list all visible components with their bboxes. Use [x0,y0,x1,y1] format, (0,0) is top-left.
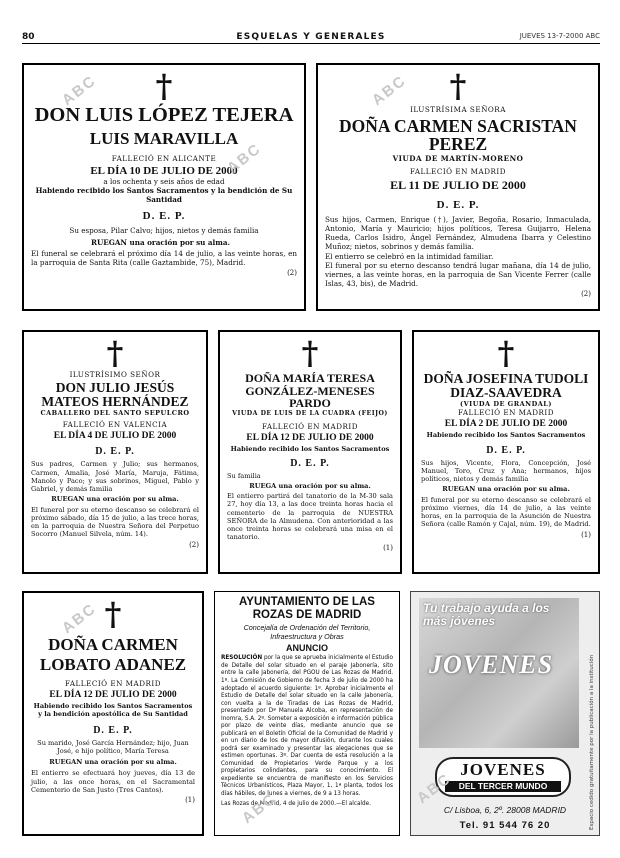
ad-tagline: Tu trabajo ayuda a los más jóvenes [423,601,550,629]
ad-phone: Tel. 91 544 76 20 [459,820,551,831]
funeral-text: El funeral por su eterno descanso tendrá lugar mañana, día 14 de julio, viernes, a las veinte horas, en la parroquia de San Vicente Ferrer (calle Islas, 43, bis), de Madrid. [325,260,591,288]
death-place: FALLECIÓ EN MADRID [409,166,506,176]
sacraments-line: Habiendo recibido los Santos Sacramentos y la bendición apostólica de Su Santidad [33,702,193,719]
obituary-carmen-lobato [22,591,204,836]
ad-side-note: Espacio cedido gratuitamente por la publicación a la institución [589,654,595,830]
abc-watermark: ABC [58,71,100,110]
family-line: Su familia [227,471,261,480]
notice-code: (2) [581,289,591,298]
family-text: Sus hijos, Carmen, Enrique (†), Javier, Begoña, Rosario, Inmaculada, Antonio, María y Mauricio; hijos políticos, Teresa Guijarro, Helena Rueda, Carlos Isidro, Ángel Fernández, Almudena Ibarra y Celestino Muñoz; nietos, sobrinos y demás familia. [325,214,591,251]
order-title: CABALLERO DEL SANTO SEPULCRO [40,409,190,418]
cross-icon: † [497,334,515,372]
deceased-name: DOÑA CARMEN LOBATO ADANEZ [39,635,187,674]
funeral-text: El funeral por su eterno descanso se celebrará el próximo viernes, día 14 de julio, a las veinte horas, en la parroquia de la Asunción de Nuestra Señora (calle Ramón y Cajal, núm. 19), de Madrid. [421,495,591,529]
ruegan-line: RUEGAN una oración por su alma. [51,495,179,504]
funeral-text: El entierro partirá del tanatorio de la M-30 sala 27, hoy día 13, a las doce treinta horas hacia el cementerio de la parroquia de NUESTRA SEÑORA de la Almudena. Con anterioridad a las once treinta horas se celebrará una misa en el tanatorio. [227,492,393,542]
family-text: Su marido, José García Hernández; hijo, Juan José, e hijo político, María Teresa [37,738,189,755]
cross-icon: † [155,67,173,105]
ad-address: C/ Lisboa, 6, 2º. 28008 MADRID [443,805,567,815]
announcement-label: ANUNCIO [286,643,328,654]
sacraments-line: Habiendo recibido los Santos Sacramentos [230,444,390,453]
announcement-title: AYUNTAMIENTO DE LAS ROZAS DE MADRID [239,596,375,622]
deceased-name: DON JULIO JESÚS MATEOS HERNÁNDEZ [41,380,189,410]
municipal-announcement [214,591,400,836]
cross-icon: † [106,334,124,372]
resolution-text: por la que se aprueba inicialmente el Estudio de Detalle del solar situado en el paraje Jabonería, sito entre la calle Jabonería, del PGOU de Las Rozas de Madrid. 1º. La Comisión de Gobierno de fecha 3 de julio de 2000 ha adoptado el acuerdo siguiente: 1º. Aprobar inicialmente el Estudio de Detalle del solar situado en la calle Jabonería, con vuelta a la de Tiradas de Las Rozas de Madrid, presentado por Dª Manuela Alcoba, en representación de Inomra, S.A. 2º. Someter a exposición e información pública por plazo de veinte días, mediante anuncio que se publicará en el Boletín Oficial de la Comunidad de Madrid y en un diario de los de mayor difusión, durante los cuales podrá ser examinado y presentar las alegaciones que se estimen oportunas. 3º. Dar cuenta de esta resolución a la Comunidad de Propietarios Verde Parque y a los propietarios colindantes, para su conocimiento. El expediente se encuentra de manifiesto en los Servicios Técnicos Urbanísticos, Plaza Mayor, 1, 1ª planta, todos los días hábiles, de lunes a viernes, de 9 a 13 horas. [221,655,393,797]
burial-text: El entierro se efectuará hoy jueves, día 13 de julio, a las once horas, en el Sacramental Cementerio de San Justo (Tres Cantos). [31,769,195,794]
obituary-josefina-tudoli [412,330,600,574]
announcement-signature: Las Rozas de Madrid, 4 de julio de 2000.—El alcalde. [221,801,371,808]
notice-code: (1) [185,795,195,804]
honorific-title: ILUSTRÍSIMA SEÑORA [410,105,506,114]
ruegan-line: RUEGAN una oración por su alma. [49,758,177,767]
obituary-carmen-sacristan [316,63,600,311]
dep-label: D. E. P. [95,446,135,458]
family-text: Sus padres, Carmen y Julio; sus hermanos, Carmen, Amalia, José María, Maruja, Fátima, Manolo y Paco; y sus sobrinos, Miguel, Pablo y Gabriel, y demás familia [31,460,199,494]
cross-icon: † [301,334,319,372]
death-date: EL DÍA 2 DE JULIO DE 2000 [444,419,568,430]
family-line: Su esposa, Pilar Calvo; hijos, nietos y demás familia [69,226,259,236]
abc-watermark: ABC [238,789,280,828]
ruegan-line: RUEGAN una oración por su alma. [91,238,231,248]
notice-code: (1) [383,543,393,552]
age-line: a los ochenta y seis años de edad [103,177,225,187]
death-date: EL DÍA 12 DE JULIO DE 2000 [49,690,177,701]
widow-of: VIUDA DE MARTÍN-MORENO [392,153,524,163]
obituary-julio-mateos [22,330,208,574]
death-place: FALLECIÓ EN VALENCIA [62,420,168,430]
death-date: EL 11 DE JULIO DE 2000 [390,177,526,192]
funeral-text: El funeral se celebrará el próximo día 14 de julio, a las veinte horas, en la parroquia de Santa Rita (calle Gaztambide, 75), Madrid. [31,249,297,268]
notice-code: (2) [287,269,297,278]
funeral-text: El funeral por su eterno descanso se celebrará el próximo sábado, día 15 de julio, a las trece horas, en la parroquia de Nuestra Señora del Perpetuo Socorro (Manuel Silvela, núm. 14). [31,505,199,539]
deceased-name: DON LUIS LÓPEZ TEJERA [34,104,294,126]
charity-ad [410,591,600,836]
deceased-name: DOÑA MARÍA TERESA GONZÁLEZ-MENESES PARDO [245,371,375,411]
resolution-label: RESOLUCIÓN [221,655,263,662]
widow-of: VIUDA DE LUIS DE LA CUADRA (FEIJO) [232,409,388,417]
department-name: Concejalía de Ordenación del Territorio, Infraestructura y Obras [243,623,371,642]
abc-watermark: ABC [223,139,265,178]
abc-watermark: ABC [58,599,100,638]
abc-watermark: ABC [413,769,455,808]
issue-date: JUEVES 13-7-2000 ABC [519,32,600,40]
notice-code: (2) [189,540,199,549]
dep-label: D. E. P. [486,444,526,456]
deceased-name: DOÑA JOSEFINA TUDOLI DIAZ-SAAVEDRA [423,371,589,401]
ad-logo [435,757,571,797]
dep-label: D. E. P. [93,724,133,736]
announcement-body [221,655,393,798]
death-date: EL DÍA 4 DE JULIO DE 2000 [53,431,177,442]
ad-brand: JOVENES [460,760,546,779]
ruegan-line: RUEGA una oración por su alma. [249,482,371,490]
dep-label: D. E. P. [436,198,480,211]
dep-label: D. E. P. [290,457,330,469]
death-place: FALLECIÓ EN MADRID [64,679,161,689]
abc-watermark: ABC [368,71,410,110]
death-place: FALLECIÓ EN MADRID [457,408,554,418]
deceased-name: DOÑA CARMEN SACRISTAN PEREZ [339,116,577,155]
cross-icon: † [104,595,122,633]
ruegan-line: RUEGAN una oración por su alma. [442,485,570,494]
section-title: ESQUELAS Y GENERALES [236,32,386,42]
page-header [22,32,600,44]
deceased-alias: LUIS MARAVILLA [89,128,239,148]
death-place: FALLECIÓ EN MADRID [261,421,358,431]
dep-label: D. E. P. [142,210,186,223]
ad-brand-sub: DEL TERCER MUNDO [445,781,561,792]
family-text: Sus hijos, Vicente, Flora, Concepción, José Manuel, Toro, Cruz y Ana; hermanos, hijos políticos, nietos y demás familia [421,458,591,484]
death-date: EL DÍA 12 DE JULIO DE 2000 [246,432,374,443]
widow-of: (VIUDA DE GRANDAL) [460,400,552,409]
honorific-title: ILUSTRÍSIMO SEÑOR [69,370,161,379]
sacraments-line: Habiendo recibido los Santos Sacramentos [426,431,586,440]
sacraments-line: Habiendo recibido los Santos Sacramentos y la bendición de Su Santidad [35,186,293,205]
cross-icon: † [449,67,467,105]
death-place: FALLECIÓ EN ALICANTE [111,154,217,164]
notice-code: (1) [581,530,591,539]
page-number: 80 [22,32,35,42]
death-date: EL DÍA 10 DE JULIO DE 2000 [90,165,238,178]
obituary-maria-teresa [218,330,402,574]
ad-brand-top: JOVENES [429,650,554,679]
burial-line: El entierro se celebró en la intimidad familiar. [325,251,494,261]
